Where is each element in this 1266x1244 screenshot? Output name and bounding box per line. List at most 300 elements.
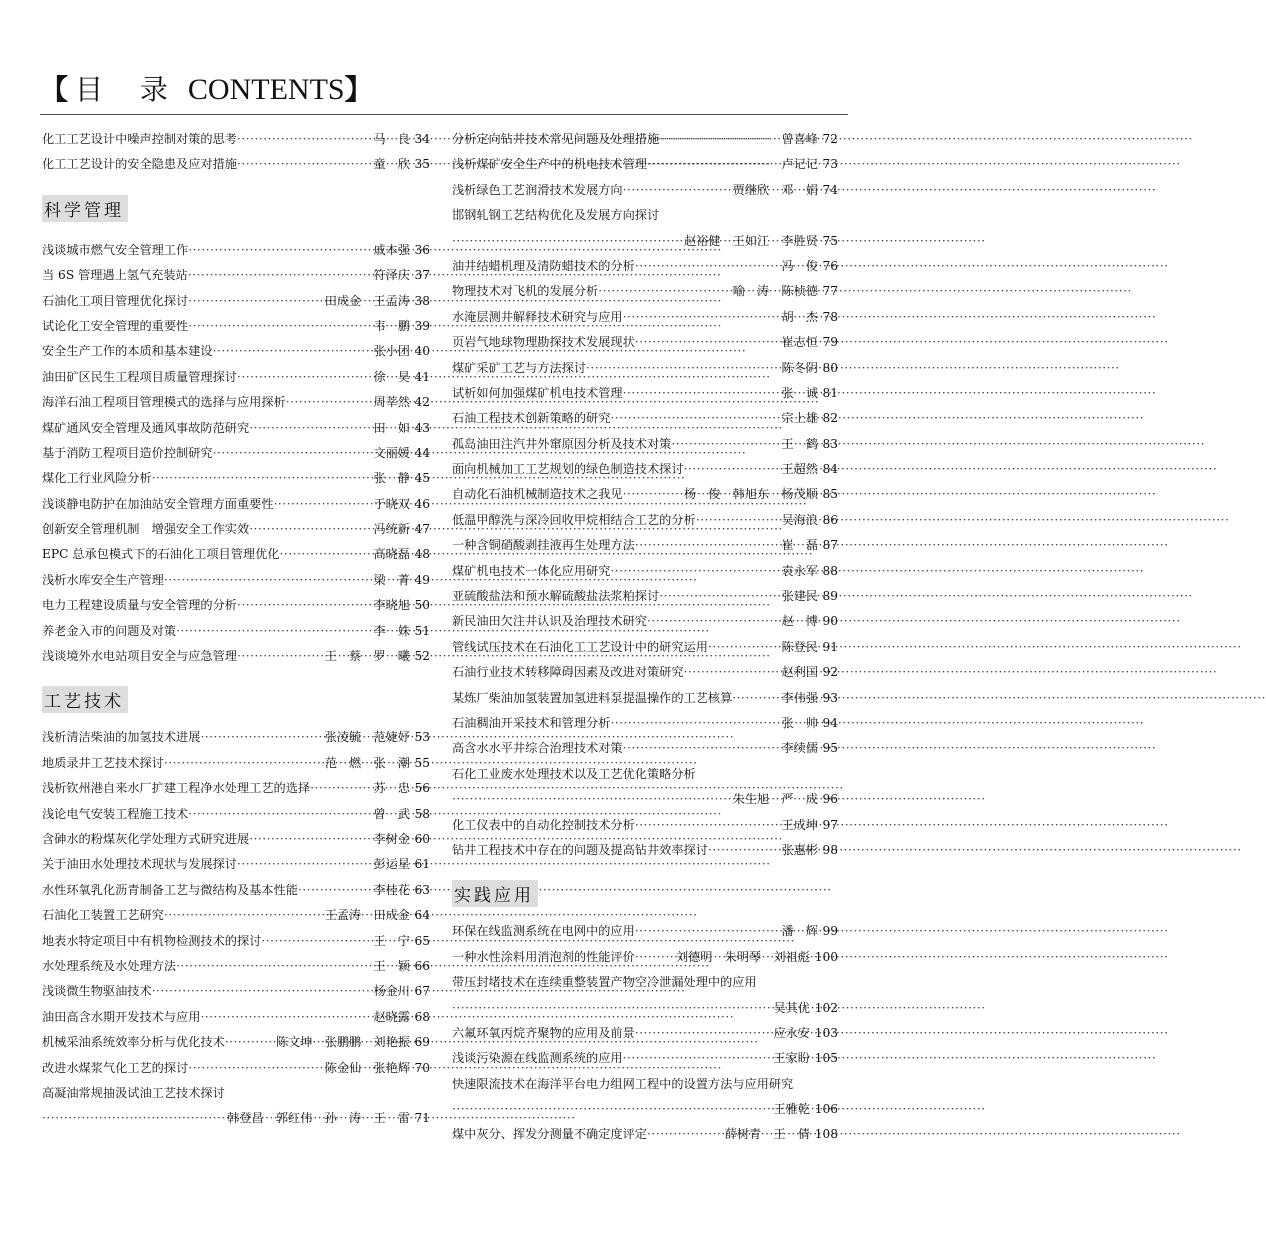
- toc-entry[interactable]: [452, 562, 838, 587]
- entry-authors: 童 欣: [373, 157, 410, 172]
- entry-authors: 曾 武: [373, 806, 410, 821]
- entry-page-number: 75: [822, 233, 838, 248]
- toc-entry[interactable]: [42, 1033, 430, 1058]
- dot-leader: [586, 361, 779, 375]
- toc-entry[interactable]: [42, 444, 430, 469]
- entry-title: 高含水水平井综合治理技术对策: [452, 741, 623, 756]
- entry-authors: 陈文坤 张鹏鹏 刘艳振: [275, 1035, 410, 1050]
- toc-entry[interactable]: [42, 1109, 430, 1134]
- header-chinese-title: 目 录: [75, 73, 182, 106]
- toc-entry[interactable]: [42, 754, 430, 779]
- entry-page-number: 64: [414, 908, 430, 923]
- entry-authors: 吴其优: [773, 1000, 810, 1015]
- entry-authors: 李树金: [373, 831, 410, 846]
- toc-entry[interactable]: [452, 973, 838, 998]
- toc-entry[interactable]: [452, 714, 838, 739]
- entry-title: 煤化工行业风险分析: [42, 471, 152, 486]
- dot-leader: [237, 132, 371, 146]
- entry-authors: 李桂花: [373, 882, 410, 897]
- entry-title: 浅析绿色工艺润滑技术发展方向: [452, 182, 623, 197]
- toc-entry[interactable]: [42, 805, 430, 830]
- entry-authors: 冯统新: [373, 522, 410, 537]
- section-title: 工艺技术: [42, 686, 128, 713]
- toc-entry[interactable]: [452, 1024, 838, 1049]
- toc-entry[interactable]: [452, 511, 838, 536]
- toc-entry[interactable]: [42, 779, 430, 804]
- toc-entry[interactable]: [452, 409, 838, 434]
- management-list: [42, 241, 430, 673]
- toc-entry[interactable]: [42, 292, 430, 317]
- entry-title: 浅谈静电防护在加油站安全管理方面重要性: [42, 496, 274, 511]
- toc-entry[interactable]: [452, 1100, 838, 1125]
- entry-title: 地质录井工艺技术探讨: [42, 755, 164, 770]
- entry-page-number: 76: [822, 258, 838, 273]
- dot-leader: [249, 522, 371, 536]
- header-english-title: CONTENTS: [187, 73, 345, 106]
- dot-leader: [659, 589, 779, 603]
- entry-title: 浅析钦州港自来水厂扩建工程净水处理工艺的选择: [42, 781, 311, 796]
- dot-leader: [188, 319, 371, 333]
- toc-entry[interactable]: [452, 181, 838, 206]
- entry-page-number: 53: [414, 730, 430, 745]
- entry-title: 浅论电气安装工程施工技术: [42, 806, 189, 821]
- dot-leader: [274, 497, 372, 511]
- entry-title: 基于消防工程项目造价控制研究: [42, 445, 213, 460]
- toc-entry[interactable]: [42, 317, 430, 342]
- toc-entry[interactable]: [42, 1084, 430, 1109]
- entry-authors: 冯 俊: [781, 258, 818, 273]
- entry-title: 当 6S 管理遇上氢气充装站: [42, 268, 188, 283]
- entry-title: 油田矿区民生工程项目质量管理探讨: [42, 369, 237, 384]
- toc-entry[interactable]: [42, 855, 430, 880]
- entry-authors: 李 姝: [373, 623, 410, 638]
- dot-leader: [286, 395, 372, 409]
- toc-entry[interactable]: [42, 342, 430, 367]
- toc-entry[interactable]: [42, 728, 430, 753]
- entry-page-number: 46: [414, 496, 430, 511]
- dot-leader: [635, 924, 780, 938]
- dot-leader: [671, 437, 779, 451]
- entry-authors: 高晓磊: [373, 547, 410, 562]
- entry-page-number: 78: [822, 309, 838, 324]
- entry-authors: 赵 博: [781, 614, 818, 629]
- toc-entry[interactable]: [452, 739, 838, 764]
- toc-entry[interactable]: [42, 368, 430, 393]
- toc-entry[interactable]: [452, 587, 838, 612]
- entry-title: 石油工程技术创新策略的研究: [452, 411, 611, 426]
- entry-page-number: 84: [822, 462, 838, 477]
- dot-leader: [213, 344, 372, 358]
- entry-authors: 刘德明 朱明琴 刘祖彪: [675, 949, 810, 964]
- entry-page-number: 71: [414, 1111, 430, 1126]
- entry-page-number: 100: [814, 949, 838, 964]
- entry-page-number: 74: [822, 182, 838, 197]
- dot-leader: [188, 807, 371, 821]
- toc-entry[interactable]: [452, 282, 838, 307]
- dot-leader: [647, 1127, 723, 1141]
- toc-entry[interactable]: [452, 1125, 838, 1150]
- toc-entry[interactable]: [42, 881, 430, 906]
- dot-leader: [647, 614, 779, 628]
- toc-entry[interactable]: [42, 830, 430, 855]
- dot-leader: [623, 310, 780, 324]
- entry-authors: 王 颖: [373, 958, 410, 973]
- toc-entry[interactable]: [42, 932, 430, 957]
- entry-title: 水性环氧乳化沥青制备工艺与微结构及基本性能: [42, 882, 298, 897]
- entry-authors: 张 诚: [781, 385, 818, 400]
- toc-entry[interactable]: [42, 155, 430, 180]
- entry-authors: 赵裕健 王如江 李胜贤: [683, 233, 818, 248]
- dot-leader: [237, 857, 371, 871]
- toc-entry[interactable]: [452, 384, 838, 409]
- entry-authors: 徐 昊: [373, 369, 410, 384]
- dot-leader: [659, 132, 779, 146]
- entry-page-number: 90: [822, 614, 838, 629]
- entry-title: 带压封堵技术在连续重整装置产物空冷泄漏处理中的应用: [452, 975, 757, 990]
- entry-authors: 胡 杰: [781, 309, 818, 324]
- toc-entry[interactable]: [452, 485, 838, 510]
- entry-title: 自动化石油机械制造技术之我见: [452, 487, 623, 502]
- entry-title: 含砷水的粉煤灰化学处理方式研究进展: [42, 831, 250, 846]
- practice-list: [452, 922, 838, 1151]
- entry-authors: 陈冬阴: [781, 360, 818, 375]
- right-column: [452, 130, 838, 1151]
- dot-leader: [279, 547, 371, 561]
- right-top-list: [452, 130, 838, 866]
- entry-page-number: 89: [822, 589, 838, 604]
- entry-authors: 李续儒: [781, 741, 818, 756]
- entry-title: 邯钢轧钢工艺结构优化及发展方向探讨: [452, 208, 660, 223]
- dot-leader: [623, 183, 731, 197]
- dot-leader: [176, 959, 371, 973]
- entry-authors: 赵晓露: [373, 1009, 410, 1024]
- entry-title: 六氟环氧丙烷齐聚物的应用及前景: [452, 1025, 635, 1040]
- dot-leader: [261, 934, 371, 948]
- dot-leader: [249, 421, 371, 435]
- entry-page-number: 63: [414, 882, 430, 897]
- toc-entry[interactable]: [42, 1008, 430, 1033]
- entry-authors: 杨 俊 韩旭东 杨茂顺: [683, 487, 818, 502]
- entry-title: 浅谈境外水电站项目安全与应急管理: [42, 649, 237, 664]
- entry-authors: 王家盼: [773, 1051, 810, 1066]
- entry-title: 煤矿通风安全管理及通风事故防范研究: [42, 420, 250, 435]
- entry-authors: 王 鹤: [781, 436, 818, 451]
- dot-leader: [732, 691, 779, 705]
- entry-title: 煤矿采矿工艺与方法探讨: [452, 360, 587, 375]
- entry-page-number: 79: [822, 335, 838, 350]
- left-top-list: [42, 130, 430, 181]
- toc-entry[interactable]: [452, 1049, 838, 1074]
- section-heading-technology: [42, 672, 430, 728]
- toc-entry[interactable]: [452, 308, 838, 333]
- entry-title: 高凝油常规抽汲试油工艺技术探讨: [42, 1085, 225, 1100]
- entry-authors: 王 蔡 罗 曦: [324, 649, 410, 664]
- dot-leader: [200, 1010, 371, 1024]
- dot-leader: [152, 471, 372, 485]
- entry-page-number: 99: [822, 924, 838, 939]
- entry-page-number: 93: [822, 690, 838, 705]
- section-heading-practice: [452, 866, 838, 922]
- entry-title: 试论化工安全管理的重要性: [42, 318, 189, 333]
- contents-header: [40, 68, 374, 108]
- entry-page-number: 42: [414, 395, 430, 410]
- entry-page-number: 37: [414, 268, 430, 283]
- entry-page-number: 92: [822, 665, 838, 680]
- entry-title: 浅谈污染源在线监测系统的应用: [452, 1051, 623, 1066]
- entry-page-number: 105: [814, 1051, 838, 1066]
- toc-entry[interactable]: [452, 155, 838, 180]
- entry-page-number: 80: [822, 360, 838, 375]
- toc-entry[interactable]: [42, 495, 430, 520]
- toc-entry[interactable]: [42, 545, 430, 570]
- dot-leader: [696, 513, 780, 527]
- entry-title: 浅析煤矿安全生产中的机电技术管理: [452, 157, 647, 172]
- entry-authors: 彭运星: [373, 857, 410, 872]
- toc-entry[interactable]: [452, 999, 838, 1024]
- entry-title: 石油行业技术转移障碍因素及改进对策研究: [452, 665, 684, 680]
- entry-title: 分析定向钻井技术常见问题及处理措施: [452, 132, 660, 146]
- entry-authors: 王 宁: [373, 933, 410, 948]
- entry-title: 面向机械加工工艺规划的绿色制造技术探讨: [452, 462, 684, 477]
- entry-title: 化工仪表中的自动化控制技术分析: [452, 817, 635, 832]
- entry-title: 环保在线监测系统在电网中的应用: [452, 924, 635, 939]
- entry-page-number: 72: [822, 132, 838, 146]
- entry-title: 页岩气地球物理勘探技术发展现状: [452, 335, 635, 350]
- entry-authors: 苏 忠: [373, 781, 410, 796]
- dot-leader: [635, 335, 780, 349]
- entry-page-number: 85: [822, 487, 838, 502]
- entry-title: 海洋石油工程项目管理模式的选择与应用探析: [42, 395, 286, 410]
- entry-authors: 周莘然: [373, 395, 410, 410]
- entry-authors: 曾喜峰: [781, 132, 818, 146]
- entry-title: 一种水性涂料用消泡剂的性能评价: [452, 949, 635, 964]
- entry-authors: 马 良: [373, 132, 410, 146]
- toc-entry[interactable]: [42, 982, 430, 1007]
- toc-entry[interactable]: [452, 948, 838, 973]
- entry-authors: 张 帅: [781, 715, 818, 730]
- section-heading-management: [42, 181, 430, 241]
- entry-page-number: 88: [822, 563, 838, 578]
- entry-authors: 文丽媛: [373, 445, 410, 460]
- entry-authors: 杨金川: [373, 984, 410, 999]
- toc-entry[interactable]: [452, 689, 838, 714]
- toc-entry[interactable]: [452, 460, 838, 485]
- entry-authors: 张惠彬: [781, 842, 818, 857]
- entry-authors: 崔志恒: [781, 335, 818, 350]
- toc-entry[interactable]: [452, 1075, 838, 1100]
- dot-leader: [635, 259, 780, 273]
- toc-entry[interactable]: [42, 520, 430, 545]
- entry-title: 浅析清洁柴油的加氢技术进展: [42, 730, 201, 745]
- dot-leader: [42, 1111, 225, 1125]
- entry-authors: 陈登民: [781, 639, 818, 654]
- dot-leader: [635, 950, 674, 964]
- entry-authors: 符泽庆: [373, 268, 410, 283]
- dot-leader: [635, 1026, 772, 1040]
- dot-leader: [623, 1051, 772, 1065]
- entry-authors: 朱生旭 严 成: [732, 792, 818, 807]
- entry-page-number: 82: [822, 411, 838, 426]
- entry-title: 关于油田水处理技术现状与发展探讨: [42, 857, 237, 872]
- dot-leader: [237, 370, 371, 384]
- entry-page-number: 86: [822, 512, 838, 527]
- entry-page-number: 81: [822, 385, 838, 400]
- toc-entry[interactable]: [42, 906, 430, 931]
- entry-page-number: 40: [414, 344, 430, 359]
- toc-entry[interactable]: [452, 922, 838, 947]
- toc-entry[interactable]: [452, 663, 838, 688]
- entry-page-number: 67: [414, 984, 430, 999]
- entry-title: 浅谈微生物驱油技术: [42, 984, 152, 999]
- header-rule: [40, 114, 848, 115]
- entry-title: 化工工艺设计的安全隐患及应对措施: [42, 157, 237, 172]
- toc-entry[interactable]: [452, 536, 838, 561]
- toc-entry[interactable]: [42, 647, 430, 672]
- technology-list: [42, 728, 430, 1134]
- entry-title: 石化工业废水处理技术以及工艺优化策略分析: [452, 766, 696, 781]
- dot-leader: [684, 665, 780, 679]
- entry-authors: 崔 磊: [781, 538, 818, 553]
- entry-page-number: 55: [414, 755, 430, 770]
- dot-leader: [164, 908, 323, 922]
- entry-authors: 韦 鹏: [373, 318, 410, 333]
- entry-authors: 贾继欣 邓 娟: [732, 182, 818, 197]
- entry-page-number: 38: [414, 293, 430, 308]
- entry-authors: 王孟涛 田成金: [324, 908, 410, 923]
- dot-leader: [647, 157, 779, 171]
- entry-page-number: 61: [414, 857, 430, 872]
- toc-entry[interactable]: [452, 333, 838, 358]
- dot-leader: [635, 538, 780, 552]
- entry-title: 新民油田欠注井认识及治理技术研究: [452, 614, 647, 629]
- left-column: [42, 130, 430, 1135]
- toc-entry[interactable]: [42, 622, 430, 647]
- toc-entry[interactable]: [452, 232, 838, 257]
- dot-leader: [249, 832, 371, 846]
- entry-authors: 王成坤: [781, 817, 818, 832]
- toc-entry[interactable]: [42, 419, 430, 444]
- toc-entry[interactable]: [452, 206, 838, 231]
- entry-page-number: 66: [414, 958, 430, 973]
- entry-title: 电力工程建设质量与安全管理的分析: [42, 598, 237, 613]
- entry-page-number: 52: [414, 649, 430, 664]
- header-open-bracket: 【: [40, 73, 70, 106]
- header-close-bracket: 】: [344, 73, 374, 106]
- dot-leader: [623, 487, 682, 501]
- entry-authors: 张凌毓 范婕妤: [324, 730, 410, 745]
- toc-entry[interactable]: [42, 266, 430, 291]
- toc-entry[interactable]: [452, 257, 838, 282]
- entry-page-number: 77: [822, 284, 838, 299]
- entry-authors: 袁永军: [781, 563, 818, 578]
- toc-entry[interactable]: [452, 130, 838, 155]
- entry-authors: 王雅乾: [773, 1102, 810, 1117]
- entry-page-number: 56: [414, 781, 430, 796]
- entry-page-number: 34: [414, 132, 430, 146]
- dot-leader: [164, 573, 372, 587]
- toc-entry[interactable]: [452, 765, 838, 790]
- entry-title: 机械采油系统效率分析与优化技术: [42, 1035, 225, 1050]
- entry-title: 油井结蜡机理及清防蜡技术的分析: [452, 258, 635, 273]
- toc-entry[interactable]: [42, 596, 430, 621]
- entry-page-number: 65: [414, 933, 430, 948]
- entry-authors: 田成金 王孟涛: [324, 293, 410, 308]
- toc-entry[interactable]: [452, 816, 838, 841]
- entry-page-number: 70: [414, 1060, 430, 1075]
- toc-entry[interactable]: [42, 241, 430, 266]
- entry-page-number: 49: [414, 572, 430, 587]
- dot-leader: [225, 1035, 274, 1049]
- toc-entry[interactable]: [452, 638, 838, 663]
- entry-authors: 张小团: [373, 344, 410, 359]
- toc-entry[interactable]: [452, 359, 838, 384]
- dot-leader: [237, 157, 371, 171]
- entry-title: 化工工艺设计中噪声控制对策的思考: [42, 132, 237, 146]
- entry-page-number: 98: [822, 842, 838, 857]
- entry-page-number: 47: [414, 522, 430, 537]
- entry-authors: 应永安: [773, 1025, 810, 1040]
- entry-page-number: 36: [414, 242, 430, 257]
- dot-leader: [610, 716, 779, 730]
- entry-page-number: 103: [814, 1025, 838, 1040]
- entry-authors: 陈金仙 张艳辉: [324, 1060, 410, 1075]
- entry-title: 水淹层测井解释技术研究与应用: [452, 309, 623, 324]
- dot-leader: [200, 730, 322, 744]
- toc-entry[interactable]: [42, 571, 430, 596]
- entry-title: 安全生产工作的本质和基本建设: [42, 344, 213, 359]
- dot-leader: [237, 598, 371, 612]
- toc-entry[interactable]: [452, 435, 838, 460]
- dot-leader: [188, 243, 371, 257]
- entry-title: 水处理系统及水处理方法: [42, 958, 177, 973]
- dot-leader: [684, 462, 780, 476]
- toc-entry[interactable]: [42, 1059, 430, 1084]
- entry-page-number: 87: [822, 538, 838, 553]
- entry-title: 石油稠油开采技术和管理分析: [452, 715, 611, 730]
- dot-leader: [610, 564, 779, 578]
- section-title: 科学管理: [42, 195, 128, 222]
- entry-page-number: 60: [414, 831, 430, 846]
- entry-title: 快速限流技术在海洋平台电力组网工程中的设置方法与应用研究: [452, 1076, 794, 1091]
- entry-authors: 田 如: [373, 420, 410, 435]
- dot-leader: [188, 1061, 322, 1075]
- entry-authors: 于晓双: [373, 496, 410, 511]
- dot-leader: [708, 640, 780, 654]
- entry-page-number: 91: [822, 639, 838, 654]
- toc-entry[interactable]: [452, 612, 838, 637]
- dot-leader: [298, 883, 372, 897]
- toc-entry[interactable]: [42, 957, 430, 982]
- entry-page-number: 102: [814, 1000, 838, 1015]
- entry-authors: 赵利国: [781, 665, 818, 680]
- entry-title: 石油化工项目管理优化探讨: [42, 293, 189, 308]
- dot-leader: [188, 294, 322, 308]
- entry-page-number: 106: [814, 1102, 838, 1117]
- dot-leader: [598, 284, 730, 298]
- entry-title: 油田高含水期开发技术与应用: [42, 1009, 201, 1024]
- entry-authors: 张 静: [373, 471, 410, 486]
- entry-authors: 王超然: [781, 462, 818, 477]
- toc-entry[interactable]: [452, 790, 838, 815]
- dot-leader: [188, 268, 372, 282]
- entry-authors: 梁 菁: [373, 572, 410, 587]
- toc-entry[interactable]: [42, 130, 430, 155]
- entry-title: 地表水特定项目中有机物检测技术的探讨: [42, 933, 262, 948]
- entry-authors: 范 燃 张 潮: [324, 755, 410, 770]
- toc-entry[interactable]: [452, 841, 838, 866]
- toc-entry[interactable]: [42, 393, 430, 418]
- toc-entry[interactable]: [42, 469, 430, 494]
